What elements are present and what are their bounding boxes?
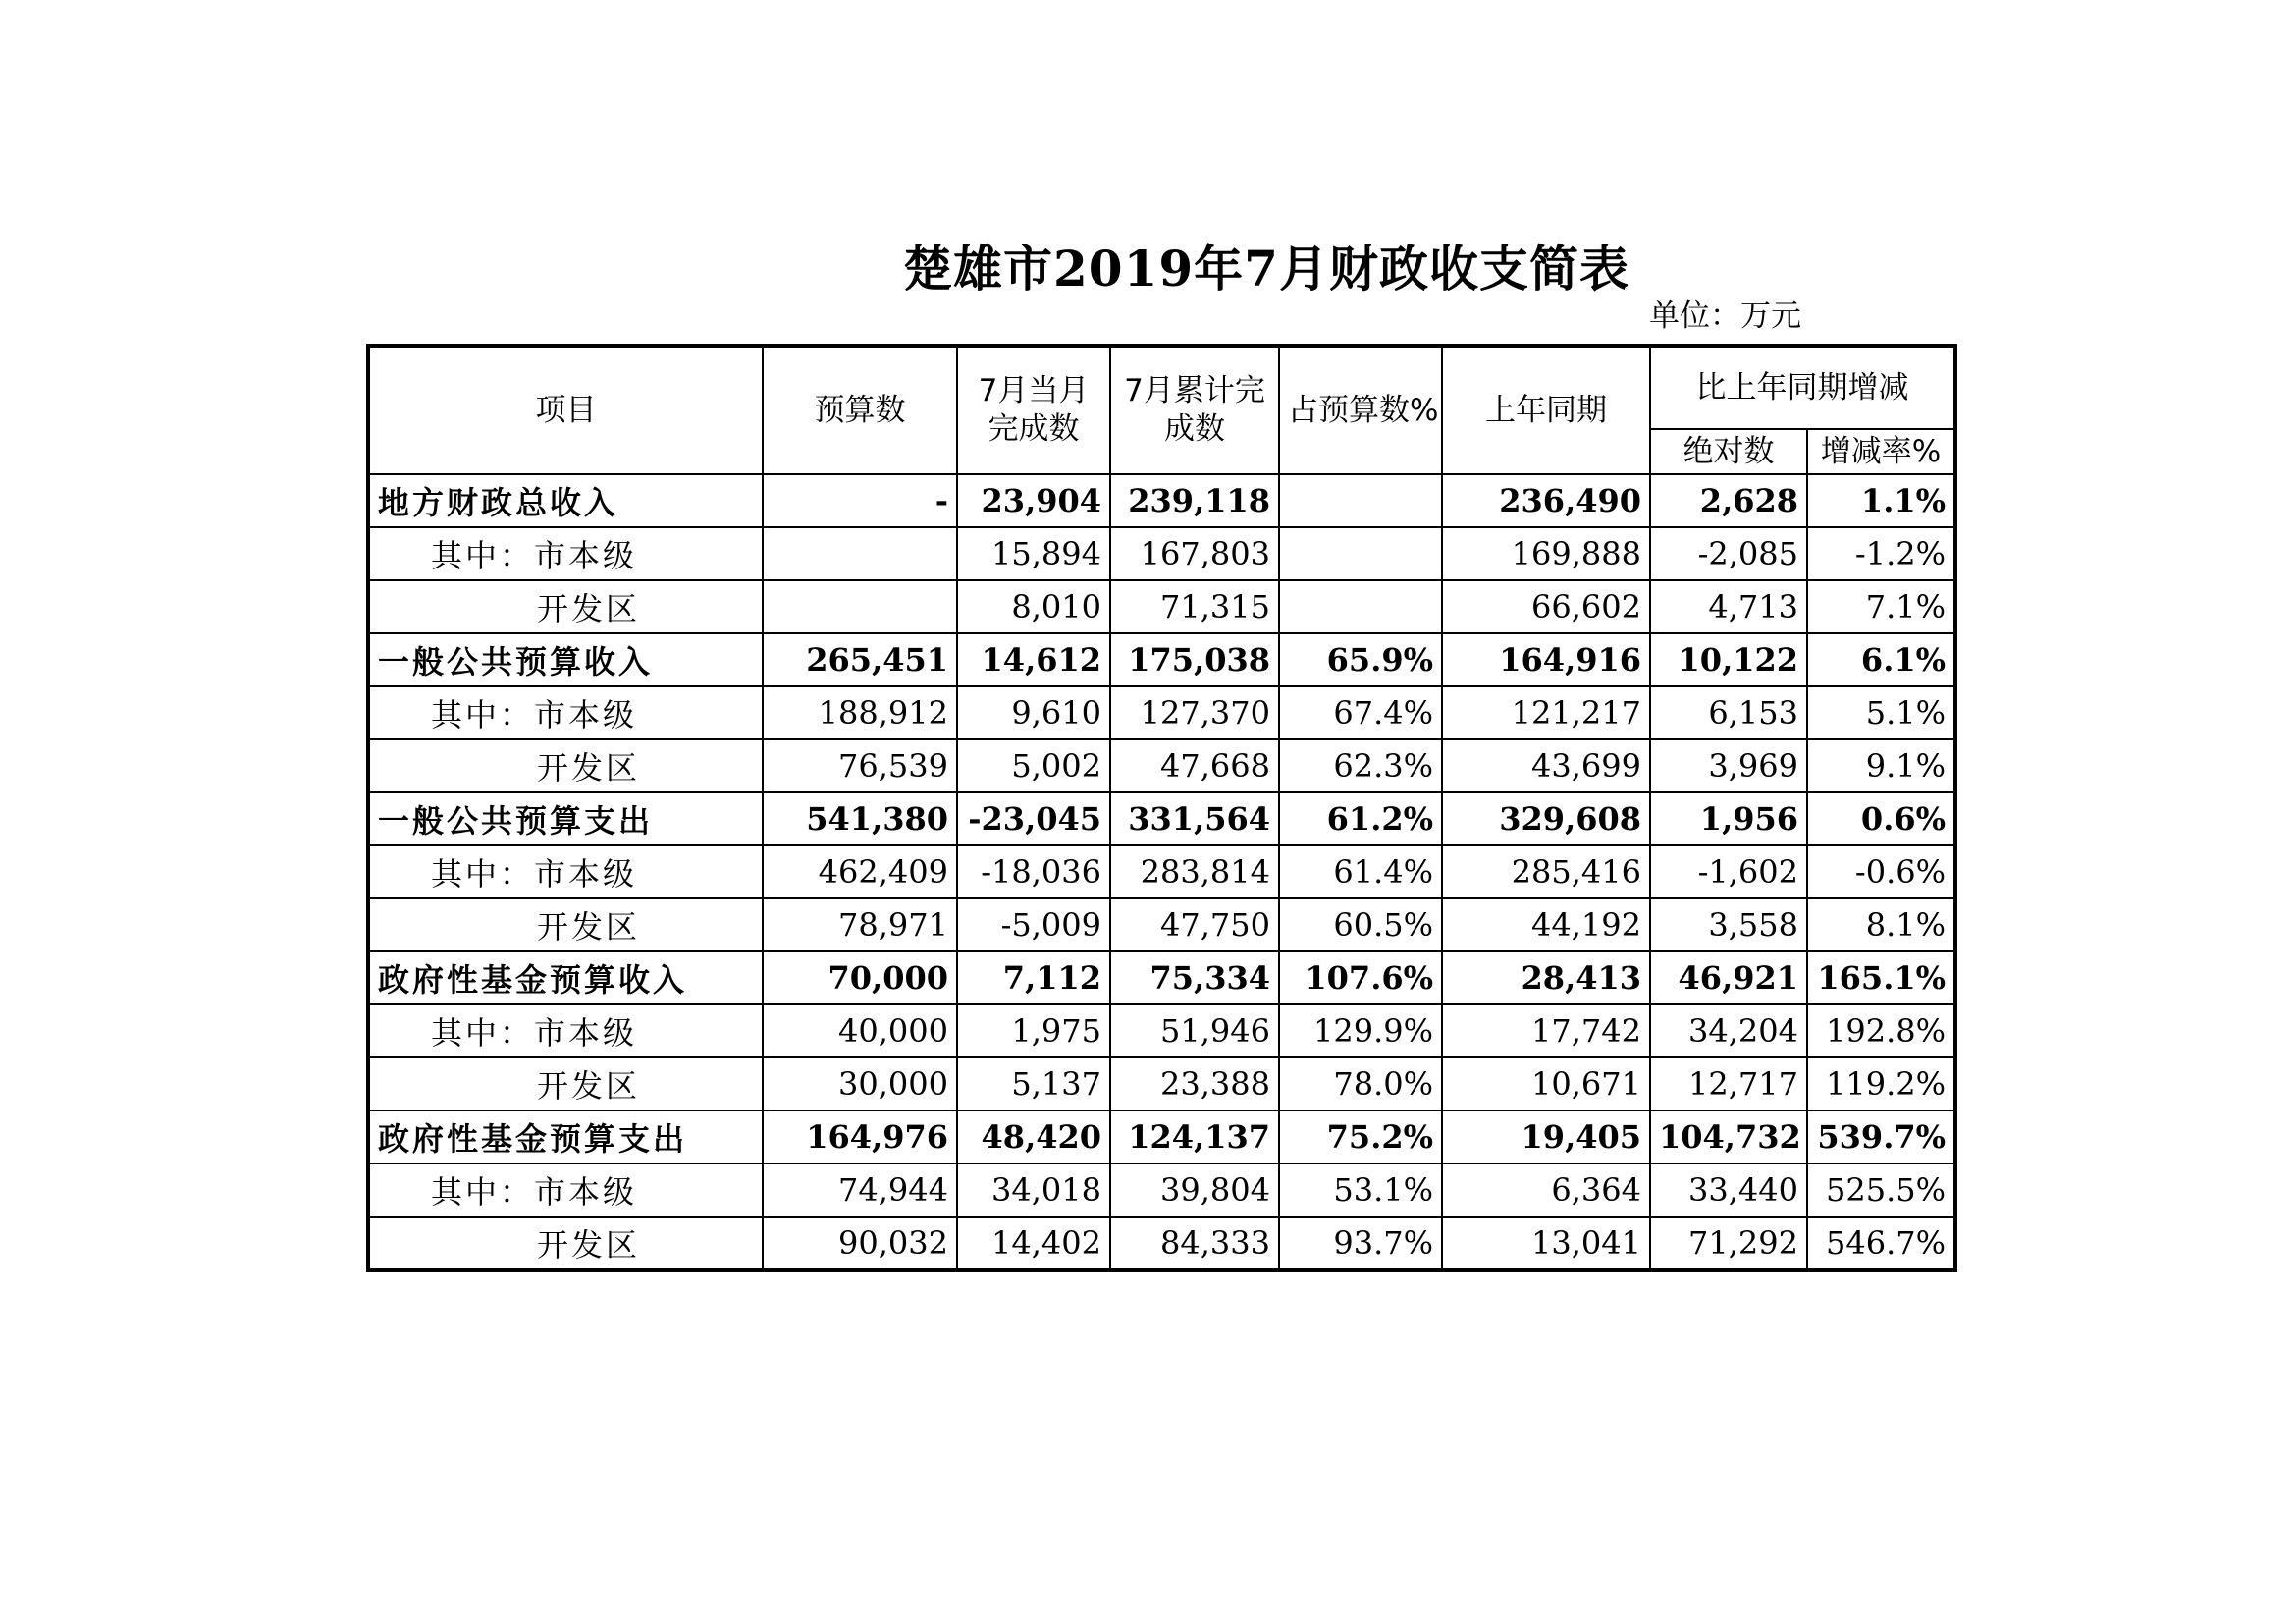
header-last-year: 上年同期 [1442, 346, 1650, 474]
cell-month-actual: 5,137 [957, 1057, 1110, 1110]
header-pct-budget: 占预算数% [1279, 346, 1442, 474]
header-yoy-abs: 绝对数 [1650, 429, 1807, 474]
table-row [368, 792, 1955, 845]
cell-last-year: 10,671 [1442, 1057, 1650, 1110]
cell-budget: 74,944 [763, 1164, 957, 1217]
cell-pct-budget: 61.2% [1279, 792, 1442, 845]
unit-label: 单位：万元 [1649, 298, 1801, 334]
cell-item-name: 开发区 [368, 1217, 763, 1270]
cell-yoy-abs: 6,153 [1650, 686, 1807, 739]
page-title: 楚雄市2019年7月财政收支简表 [903, 240, 1629, 298]
cell-month-actual: 34,018 [957, 1164, 1110, 1217]
cell-budget: 70,000 [763, 951, 957, 1004]
cell-pct-budget: 61.4% [1279, 845, 1442, 898]
cell-month-actual: 14,402 [957, 1217, 1110, 1270]
cell-yoy-abs: 2,628 [1650, 474, 1807, 527]
cell-cumulative: 51,946 [1110, 1004, 1279, 1057]
cell-budget: 164,976 [763, 1110, 957, 1164]
cell-yoy-abs: -2,085 [1650, 527, 1807, 580]
cell-yoy-rate: 525.5% [1807, 1164, 1955, 1217]
cell-last-year: 329,608 [1442, 792, 1650, 845]
cell-month-actual: 1,975 [957, 1004, 1110, 1057]
table-row [368, 739, 1955, 792]
cell-yoy-rate: 7.1% [1807, 580, 1955, 633]
cell-cumulative: 84,333 [1110, 1217, 1279, 1270]
table-body [368, 474, 1955, 1270]
cell-pct-budget [1279, 474, 1442, 527]
cell-item-name: 一般公共预算收入 [368, 633, 763, 686]
cell-item-name: 开发区 [368, 1057, 763, 1110]
cell-budget: 265,451 [763, 633, 957, 686]
table-row [368, 1004, 1955, 1057]
cell-pct-budget: 62.3% [1279, 739, 1442, 792]
cell-pct-budget: 93.7% [1279, 1217, 1442, 1270]
cell-item-name: 其中：市本级 [368, 845, 763, 898]
cell-last-year: 6,364 [1442, 1164, 1650, 1217]
cell-budget: 541,380 [763, 792, 957, 845]
cell-yoy-abs: 10,122 [1650, 633, 1807, 686]
table-row [368, 1057, 1955, 1110]
header-cumulative: 7月累计完成数 [1110, 346, 1279, 474]
table-row [368, 1164, 1955, 1217]
cell-yoy-abs: 3,558 [1650, 898, 1807, 951]
cell-budget: 30,000 [763, 1057, 957, 1110]
cell-yoy-abs: -1,602 [1650, 845, 1807, 898]
cell-yoy-rate: 192.8% [1807, 1004, 1955, 1057]
cell-yoy-rate: 5.1% [1807, 686, 1955, 739]
cell-yoy-rate: 0.6% [1807, 792, 1955, 845]
table-header [368, 346, 1955, 474]
cell-item-name: 开发区 [368, 580, 763, 633]
cell-budget: 462,409 [763, 845, 957, 898]
cell-last-year: 164,916 [1442, 633, 1650, 686]
table-row [368, 1217, 1955, 1270]
table-row [368, 474, 1955, 527]
cell-cumulative: 23,388 [1110, 1057, 1279, 1110]
cell-yoy-abs: 34,204 [1650, 1004, 1807, 1057]
cell-yoy-abs: 3,969 [1650, 739, 1807, 792]
cell-yoy-rate: 546.7% [1807, 1217, 1955, 1270]
cell-yoy-rate: 6.1% [1807, 633, 1955, 686]
table-row [368, 633, 1955, 686]
cell-yoy-rate: 8.1% [1807, 898, 1955, 951]
cell-yoy-rate: 539.7% [1807, 1110, 1955, 1164]
cell-budget: 40,000 [763, 1004, 957, 1057]
header-yoy-group: 比上年同期增减 [1650, 346, 1955, 429]
cell-month-actual: 5,002 [957, 739, 1110, 792]
cell-last-year: 43,699 [1442, 739, 1650, 792]
cell-last-year: 236,490 [1442, 474, 1650, 527]
table-row [368, 686, 1955, 739]
cell-yoy-abs: 1,956 [1650, 792, 1807, 845]
cell-last-year: 17,742 [1442, 1004, 1650, 1057]
cell-pct-budget [1279, 580, 1442, 633]
cell-item-name: 一般公共预算支出 [368, 792, 763, 845]
cell-item-name: 政府性基金预算收入 [368, 951, 763, 1004]
cell-cumulative: 283,814 [1110, 845, 1279, 898]
cell-item-name: 其中：市本级 [368, 527, 763, 580]
cell-item-name: 其中：市本级 [368, 1004, 763, 1057]
cell-last-year: 169,888 [1442, 527, 1650, 580]
cell-last-year: 28,413 [1442, 951, 1650, 1004]
cell-cumulative: 124,137 [1110, 1110, 1279, 1164]
cell-month-actual: 15,894 [957, 527, 1110, 580]
cell-yoy-rate: -1.2% [1807, 527, 1955, 580]
cell-yoy-rate: 1.1% [1807, 474, 1955, 527]
cell-pct-budget: 107.6% [1279, 951, 1442, 1004]
cell-budget [763, 527, 957, 580]
cell-cumulative: 39,804 [1110, 1164, 1279, 1217]
cell-cumulative: 239,118 [1110, 474, 1279, 527]
cell-month-actual: 9,610 [957, 686, 1110, 739]
table-row [368, 845, 1955, 898]
cell-month-actual: -23,045 [957, 792, 1110, 845]
cell-cumulative: 167,803 [1110, 527, 1279, 580]
cell-item-name: 开发区 [368, 898, 763, 951]
cell-yoy-abs: 46,921 [1650, 951, 1807, 1004]
cell-pct-budget: 129.9% [1279, 1004, 1442, 1057]
cell-month-actual: 23,904 [957, 474, 1110, 527]
header-month-actual: 7月当月完成数 [957, 346, 1110, 474]
cell-cumulative: 47,668 [1110, 739, 1279, 792]
cell-month-actual: -18,036 [957, 845, 1110, 898]
cell-month-actual: -5,009 [957, 898, 1110, 951]
cell-pct-budget: 67.4% [1279, 686, 1442, 739]
cell-yoy-rate: 165.1% [1807, 951, 1955, 1004]
cell-yoy-abs: 71,292 [1650, 1217, 1807, 1270]
cell-month-actual: 7,112 [957, 951, 1110, 1004]
cell-last-year: 44,192 [1442, 898, 1650, 951]
finance-table [366, 344, 1957, 1272]
cell-item-name: 政府性基金预算支出 [368, 1110, 763, 1164]
cell-last-year: 13,041 [1442, 1217, 1650, 1270]
header-item: 项目 [368, 346, 763, 474]
table-row [368, 1110, 1955, 1164]
cell-item-name: 其中：市本级 [368, 1164, 763, 1217]
cell-cumulative: 127,370 [1110, 686, 1279, 739]
cell-cumulative: 71,315 [1110, 580, 1279, 633]
header-budget: 预算数 [763, 346, 957, 474]
cell-cumulative: 331,564 [1110, 792, 1279, 845]
cell-pct-budget: 53.1% [1279, 1164, 1442, 1217]
cell-yoy-abs: 33,440 [1650, 1164, 1807, 1217]
cell-yoy-rate: 9.1% [1807, 739, 1955, 792]
table-row [368, 527, 1955, 580]
cell-last-year: 19,405 [1442, 1110, 1650, 1164]
cell-month-actual: 48,420 [957, 1110, 1110, 1164]
table-row [368, 580, 1955, 633]
cell-budget: - [763, 474, 957, 527]
cell-budget: 78,971 [763, 898, 957, 951]
cell-cumulative: 47,750 [1110, 898, 1279, 951]
cell-yoy-rate: -0.6% [1807, 845, 1955, 898]
cell-item-name: 地方财政总收入 [368, 474, 763, 527]
cell-budget [763, 580, 957, 633]
cell-cumulative: 175,038 [1110, 633, 1279, 686]
cell-yoy-abs: 4,713 [1650, 580, 1807, 633]
cell-last-year: 285,416 [1442, 845, 1650, 898]
table-row [368, 951, 1955, 1004]
cell-pct-budget: 78.0% [1279, 1057, 1442, 1110]
table-row [368, 898, 1955, 951]
cell-last-year: 121,217 [1442, 686, 1650, 739]
header-yoy-rate: 增减率% [1807, 429, 1955, 474]
cell-budget: 76,539 [763, 739, 957, 792]
cell-pct-budget: 65.9% [1279, 633, 1442, 686]
cell-pct-budget: 75.2% [1279, 1110, 1442, 1164]
cell-yoy-abs: 12,717 [1650, 1057, 1807, 1110]
cell-yoy-abs: 104,732 [1650, 1110, 1807, 1164]
cell-budget: 188,912 [763, 686, 957, 739]
cell-cumulative: 75,334 [1110, 951, 1279, 1004]
cell-pct-budget: 60.5% [1279, 898, 1442, 951]
cell-pct-budget [1279, 527, 1442, 580]
cell-last-year: 66,602 [1442, 580, 1650, 633]
cell-month-actual: 14,612 [957, 633, 1110, 686]
cell-item-name: 其中：市本级 [368, 686, 763, 739]
cell-yoy-rate: 119.2% [1807, 1057, 1955, 1110]
cell-budget: 90,032 [763, 1217, 957, 1270]
cell-month-actual: 8,010 [957, 580, 1110, 633]
cell-item-name: 开发区 [368, 739, 763, 792]
